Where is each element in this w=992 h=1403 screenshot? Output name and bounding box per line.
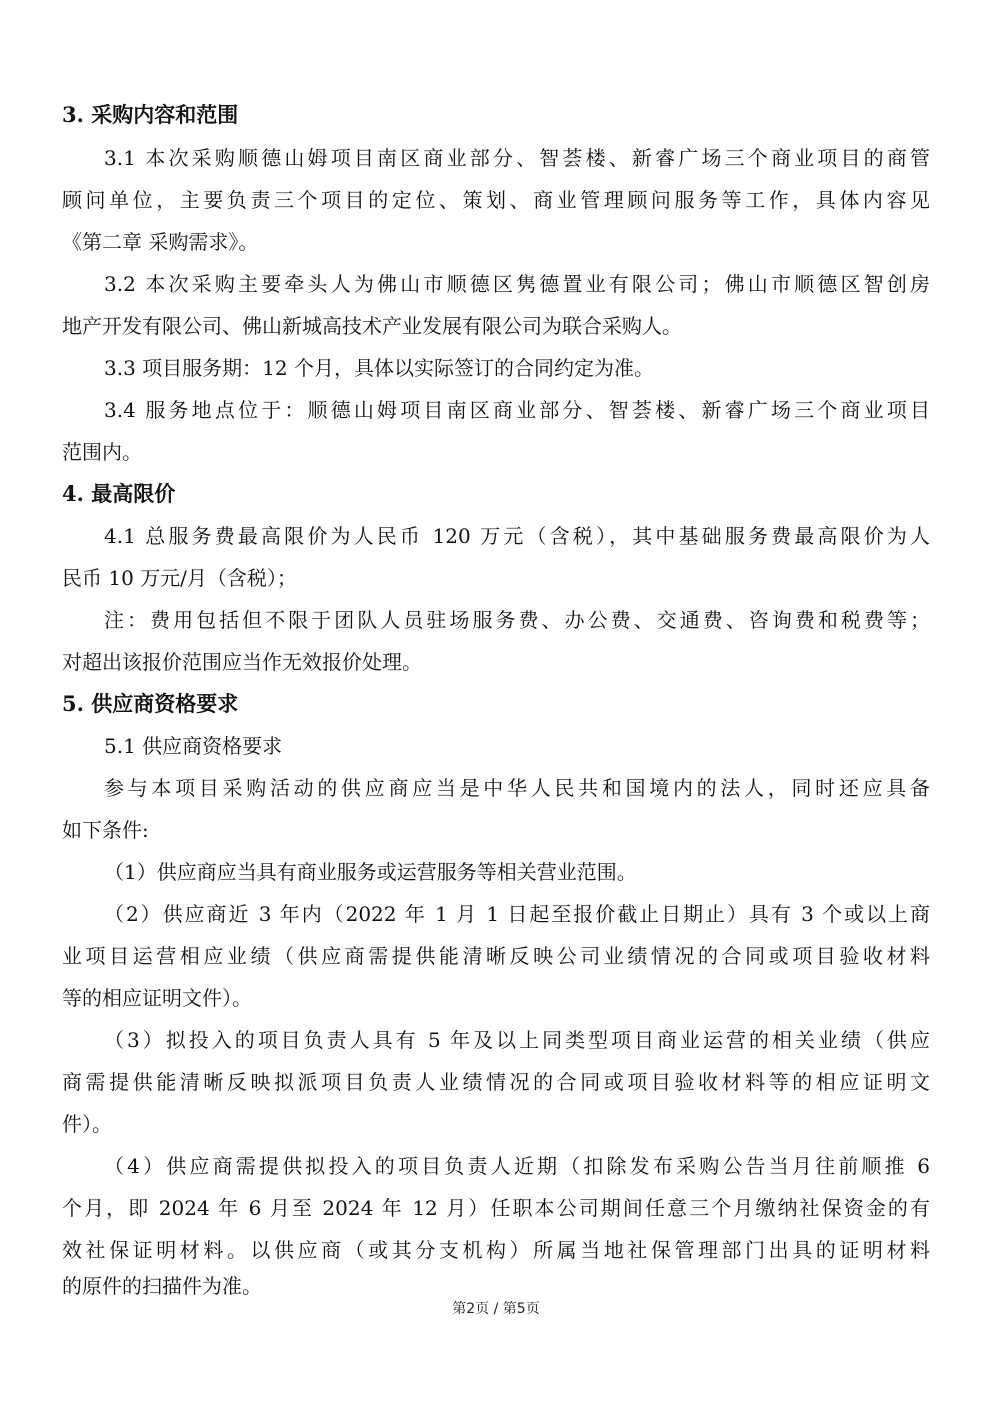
condition-2-line-1: （2）供应商近 3 年内（2022 年 1 月 1 日起至报价截止日期止）具有 3 个或以上商 bbox=[104, 902, 930, 926]
page-number-footer: 第2页 / 第5页 bbox=[452, 1301, 540, 1317]
section-3-heading: 3. 采购内容和范围 bbox=[62, 102, 239, 127]
paragraph-4-1-line-1: 4.1 总服务费最高限价为人民币 120 万元（含税），其中基础服务费最高限价为人 bbox=[104, 524, 930, 548]
paragraph-3-2-line-2: 地产开发有限公司、佛山新城高技术产业发展有限公司为联合采购人。 bbox=[62, 314, 682, 338]
paragraph-3-1-line-2: 顾问单位，主要负责三个项目的定位、策划、商业管理顾问服务等工作，具体内容见 bbox=[62, 188, 930, 212]
intro-line-1: 参与本项目采购活动的供应商应当是中华人民共和国境内的法人，同时还应具备 bbox=[104, 776, 930, 800]
condition-4-line-1: （4）供应商需提供拟投入的项目负责人近期（扣除发布采购公告当月往前顺推 6 bbox=[104, 1154, 930, 1178]
condition-4-line-4: 的原件的扫描件为准。 bbox=[62, 1274, 262, 1298]
section-4-heading: 4. 最高限价 bbox=[62, 481, 176, 506]
condition-2-line-3: 等的相应证明文件）。 bbox=[62, 986, 252, 1010]
paragraph-3-4-line-2: 范围内。 bbox=[62, 440, 142, 464]
section-5-heading: 5. 供应商资格要求 bbox=[62, 691, 239, 716]
paragraph-3-1-line-1: 3.1 本次采购顺德山姆项目南区商业部分、智荟楼、新睿广场三个商业项目的商管 bbox=[104, 146, 930, 170]
condition-2-line-2: 业项目运营相应业绩（供应商需提供能清晰反映公司业绩情况的合同或项目验收材料 bbox=[62, 944, 930, 968]
paragraph-3-3-line-1: 3.3 项目服务期：12 个月，具体以实际签订的合同约定为准。 bbox=[104, 356, 654, 380]
paragraph-3-2-line-1: 3.2 本次采购主要牵头人为佛山市顺德区隽德置业有限公司；佛山市顺德区智创房 bbox=[104, 272, 930, 296]
subsection-5-1-heading: 5.1 供应商资格要求 bbox=[104, 734, 283, 758]
paragraph-3-1-line-3: 《第二章 采购需求》。 bbox=[62, 230, 259, 254]
condition-3-line-1: （3）拟投入的项目负责人具有 5 年及以上同类型项目商业运营的相关业绩（供应 bbox=[104, 1028, 930, 1052]
condition-3-line-3: 件）。 bbox=[62, 1112, 112, 1136]
note-line-1: 注：费用包括但不限于团队人员驻场服务费、办公费、交通费、咨询费和税费等； bbox=[104, 608, 930, 632]
condition-1-line-1: （1）供应商应当具有商业服务或运营服务等相关营业范围。 bbox=[104, 860, 637, 884]
paragraph-4-1-line-2: 民币 10 万元/月（含税）； bbox=[62, 566, 297, 590]
condition-3-line-2: 商需提供能清晰反映拟派项目负责人业绩情况的合同或项目验收材料等的相应证明文 bbox=[62, 1070, 930, 1094]
paragraph-3-4-line-1: 3.4 服务地点位于：顺德山姆项目南区商业部分、智荟楼、新睿广场三个商业项目 bbox=[104, 398, 930, 422]
condition-4-line-3: 效社保证明材料。以供应商（或其分支机构）所属当地社保管理部门出具的证明材料 bbox=[62, 1238, 930, 1262]
note-line-2: 对超出该报价范围应当作无效报价处理。 bbox=[62, 650, 422, 674]
intro-line-2: 如下条件: bbox=[62, 818, 149, 842]
condition-4-line-2: 个月，即 2024 年 6 月至 2024 年 12 月）任职本公司期间任意三个月缴纳社保资金的有 bbox=[62, 1196, 930, 1220]
